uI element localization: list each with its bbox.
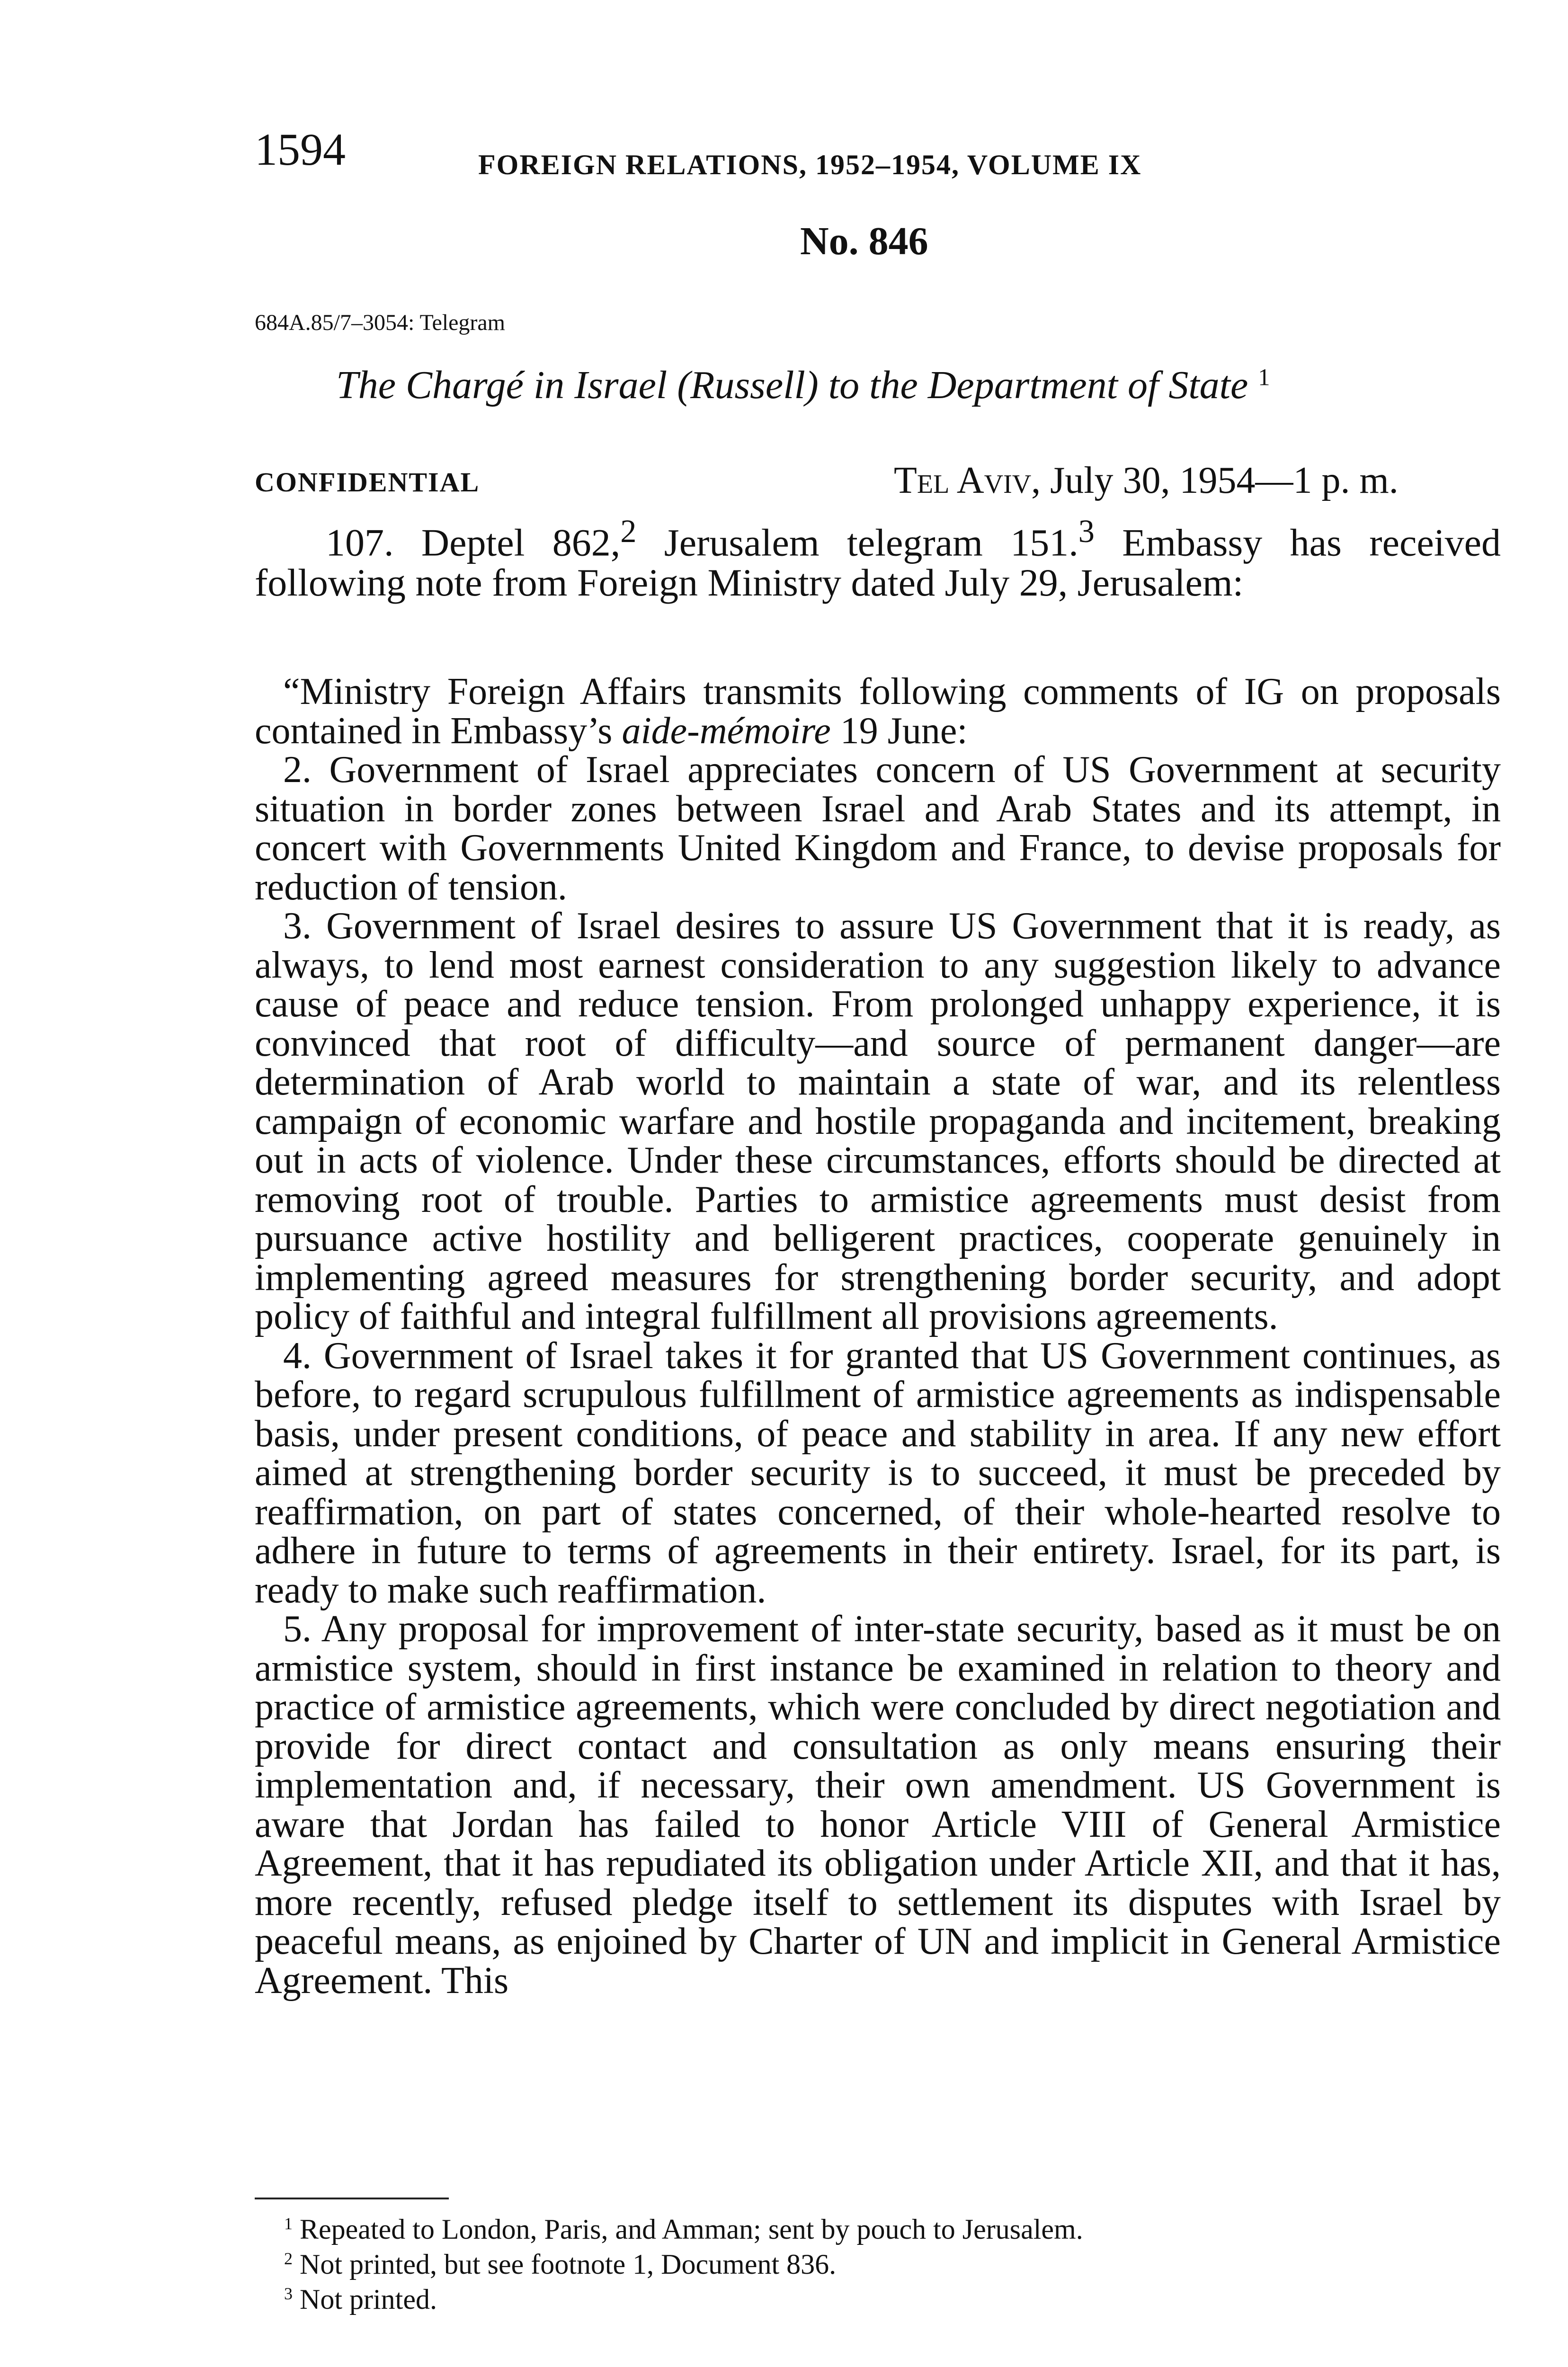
footnote-3 xyxy=(284,2282,1083,2317)
dateline xyxy=(894,462,1399,499)
intro-text-1: 107. Deptel 862, xyxy=(326,521,621,564)
note-p1-after: 19 June: xyxy=(830,710,968,752)
classification-label: CONFIDENTIAL xyxy=(255,467,480,498)
footnote-divider xyxy=(255,2198,449,2199)
note-paragraph-4: 4. Government of Israel takes it for granted that US Government continues, as before, to regard scrupulous fulfillment of armistice agreements as indispensable basis, under present conditions, of peace and stability in area. If any new effort aimed at strengthening border security is to succeed, it must be preceded by reaffirmation, on part of states concerned, of their whole-hearted resolve to adhere in future to terms of agreements in their entirety. Israel, for its part, is ready to make such reaffirmation. xyxy=(255,1335,1501,1611)
note-paragraph-5: 5. Any proposal for improvement of inter-state security, based as it must be on armistice system, should in first instance be examined in relation to theory and practice of armistice agreements, which were concluded by direct negotiation and provide for direct contact and consultation as only means ensuring their implementation and, if necessary, their own amendment. US Government is aware that Jordan has failed to honor Article VIII of General Armistice Agreement, that it has repudiated its obligation under Article XII, and that it has, more recently, refused pledge itself to settlement its disputes with Israel by peaceful means, as enjoined by Charter of UN and implicit in General Armistice Agreement. This xyxy=(255,1608,1501,2002)
footnotes xyxy=(284,2212,1083,2317)
file-reference: 684A.85/7–3054: Telegram xyxy=(255,310,506,335)
footnote-ref-2: 2 xyxy=(620,513,637,549)
page-number: 1594 xyxy=(255,124,346,175)
footnote-2 xyxy=(284,2247,1083,2282)
footnote-text: Repeated to London, Paris, and Amman; sent by pouch to Jerusalem. xyxy=(293,2214,1083,2245)
note-paragraph-2: 2. Government of Israel appreciates concern of US Government at security situation in border zones between Israel and Arab States and its attempt, in concert with Governments United Kingdom and France, to devise proposals for reduction of tension. xyxy=(255,749,1501,908)
note-p1-italic: aide-mémoire xyxy=(622,710,831,752)
dateline-place: Tel Aviv, xyxy=(894,460,1041,501)
dateline-date: July 30, 1954—1 p. m. xyxy=(1041,460,1399,501)
footnote-mark: 1 xyxy=(284,2214,293,2234)
title-footnote-mark: 1 xyxy=(1258,364,1270,391)
note-paragraph-1 xyxy=(255,672,1501,750)
running-head: FOREIGN RELATIONS, 1952–1954, VOLUME IX xyxy=(478,149,1142,180)
intro-text-2: Jerusalem telegram 151. xyxy=(636,521,1078,564)
footnote-mark: 2 xyxy=(284,2249,293,2269)
footnote-text: Not printed. xyxy=(293,2284,437,2315)
document-number: No. 846 xyxy=(800,219,928,263)
footnote-mark: 3 xyxy=(284,2284,293,2304)
intro-paragraph xyxy=(255,511,1501,603)
note-paragraph-3: 3. Government of Israel desires to assure US Government that it is ready, as always, to lend most earnest consideration to any suggestion likely to advance cause of peace and reduce tension. From prolonged unhappy experience, it is convinced that root of difficulty—and source of permanent danger—are determination of Arab world to maintain a state of war, and its relentless campaign of economic warfare and hostile propaganda and incitement, breaking out in acts of violence. Under these circumstances, efforts should be directed at removing root of trouble. Parties to armistice agreements must desist from pursuance active hostility and belligerent practices, cooperate genuinely in implementing agreed measures for strengthening border security, and adopt policy of faithful and integral fulfillment all provisions agreements. xyxy=(255,905,1501,1337)
footnote-ref-3: 3 xyxy=(1078,513,1095,549)
intro-text-3: Embassy has received following note from Foreign Ministry dated July 29, Jerusalem: xyxy=(255,521,1501,605)
footnote-1 xyxy=(284,2212,1083,2247)
quoted-note xyxy=(255,672,1501,2000)
document-title xyxy=(336,365,1270,405)
note-p1-before: “Ministry Foreign Affairs transmits following comments of IG on proposals contained in Embassy’s xyxy=(255,671,1501,752)
document-title-text: The Chargé in Israel (Russell) to the Department of State xyxy=(336,363,1248,407)
footnote-text: Not printed, but see footnote 1, Document 836. xyxy=(293,2249,837,2280)
